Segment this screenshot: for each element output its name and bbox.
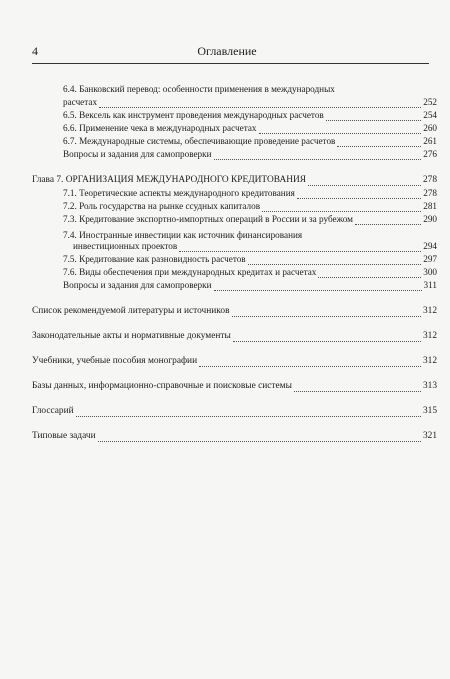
page-header [32, 44, 422, 60]
leader-dots [259, 125, 422, 134]
toc-textbooks [32, 356, 437, 367]
toc-entry-6-7 [63, 136, 437, 147]
toc-legislation [32, 331, 437, 342]
leader-dots [232, 308, 421, 317]
leader-dots [99, 99, 421, 108]
toc-entry-label: 7.3. Кредитование экспортно-импортных операций в России и за рубежом [63, 214, 353, 224]
toc-entry-label: Учебники, учебные пособия монографии [32, 356, 198, 366]
toc-entry-label: Глоссарий [32, 406, 74, 416]
toc-page-number: 315 [422, 406, 437, 416]
toc-entry-7-2 [63, 201, 437, 212]
toc-page-number: 260 [423, 123, 437, 133]
toc-entry-label: 6.4. Банковский перевод: особенности применения в международных [63, 84, 335, 94]
toc-page-number: 311 [423, 280, 437, 290]
toc-page-number: 261 [423, 136, 437, 146]
toc-entry-label: расчетах [63, 97, 98, 107]
leader-dots [318, 269, 421, 278]
toc-page-number: 290 [423, 214, 437, 224]
toc-page-number: 278 [422, 175, 437, 185]
toc-entry-7-3 [63, 214, 437, 225]
toc-page-number: 313 [422, 381, 437, 391]
toc-page-number: 312 [422, 331, 437, 341]
leader-dots [294, 383, 421, 392]
toc-entry-6-6 [63, 123, 437, 134]
toc-entry-label: 7.5. Кредитование как разновидность расчетов [63, 254, 246, 264]
toc-entry-label: 7.4. Иностранные инвестиции как источник финансирования [63, 230, 303, 240]
toc-entry-label: 7.2. Роль государства на рынке ссудных капиталов [63, 201, 261, 211]
leader-dots [179, 243, 421, 252]
leader-dots [76, 408, 421, 417]
chapter-title: Глава 7. ОРГАНИЗАЦИЯ МЕЖДУНАРОДНОГО КРЕДИТОВАНИЯ [32, 175, 307, 185]
toc-entry-6-5 [63, 110, 437, 121]
toc-page-number: 278 [423, 188, 437, 198]
toc-entry-label: 6.6. Применение чека в международных расчетах [63, 123, 257, 133]
toc-entry-7-4-line1 [63, 230, 302, 241]
toc-page-number: 276 [423, 149, 437, 159]
leader-dots [308, 177, 421, 186]
toc-page-number: 300 [423, 267, 437, 277]
leader-dots [262, 203, 421, 212]
leader-dots [297, 190, 421, 199]
leader-dots [355, 216, 421, 225]
toc-page-number: 294 [423, 241, 437, 251]
leader-dots [337, 138, 421, 147]
toc-entry-label: 7.1. Теоретические аспекты международного кредитования [63, 188, 295, 198]
toc-entry-7-4 [73, 241, 437, 252]
toc-entry-7-1 [63, 188, 437, 199]
leader-dots [199, 358, 421, 367]
toc-entry-label: Законодательные акты и нормативные документы [32, 331, 231, 341]
toc-page-number: 321 [422, 431, 437, 441]
leader-dots [248, 256, 422, 265]
toc-entry-label: Базы данных, информационно-справочные и поисковые системы [32, 381, 292, 391]
toc-entry-questions-6 [63, 149, 437, 160]
leader-dots [233, 333, 421, 342]
toc-page-number: 312 [422, 356, 437, 366]
toc-entry-label: 6.7. Международные системы, обеспечивающие проведение расчетов [63, 136, 336, 146]
toc-entry-7-6 [63, 267, 437, 278]
toc-entry-label: 7.6. Виды обеспечения при международных кредитах и расчетах [63, 267, 317, 277]
page-number: 4 [32, 44, 38, 58]
toc-entry-label: Список рекомендуемой литературы и источников [32, 306, 230, 316]
toc-chapter-7 [32, 175, 437, 186]
leader-dots [214, 151, 422, 160]
leader-dots [214, 282, 422, 291]
toc-literature [32, 306, 437, 317]
toc-entry-label: Вопросы и задания для самопроверки [63, 149, 212, 159]
toc-entry-6-4-line1 [63, 84, 335, 95]
header-rule [32, 63, 429, 64]
toc-entry-6-4 [63, 97, 437, 108]
leader-dots [326, 112, 421, 121]
leader-dots [98, 433, 421, 442]
toc-entry-label: 6.5. Вексель как инструмент проведения международных расчетов [63, 110, 324, 120]
toc-entry-7-5 [63, 254, 437, 265]
toc-page-number: 254 [423, 110, 437, 120]
toc-page-number: 312 [422, 306, 437, 316]
running-title: Оглавление [197, 44, 257, 58]
toc-page-number: 252 [423, 97, 437, 107]
toc-page-number: 297 [423, 254, 437, 264]
toc-entry-questions-7 [63, 280, 437, 291]
toc-databases [32, 381, 437, 392]
toc-page-number: 281 [423, 201, 437, 211]
toc-typical-tasks [32, 431, 437, 442]
toc-entry-label: инвестиционных проектов [73, 241, 178, 251]
toc-entry-label: Типовые задачи [32, 431, 96, 441]
toc-entry-label: Вопросы и задания для самопроверки [63, 280, 212, 290]
toc-glossary [32, 406, 437, 417]
